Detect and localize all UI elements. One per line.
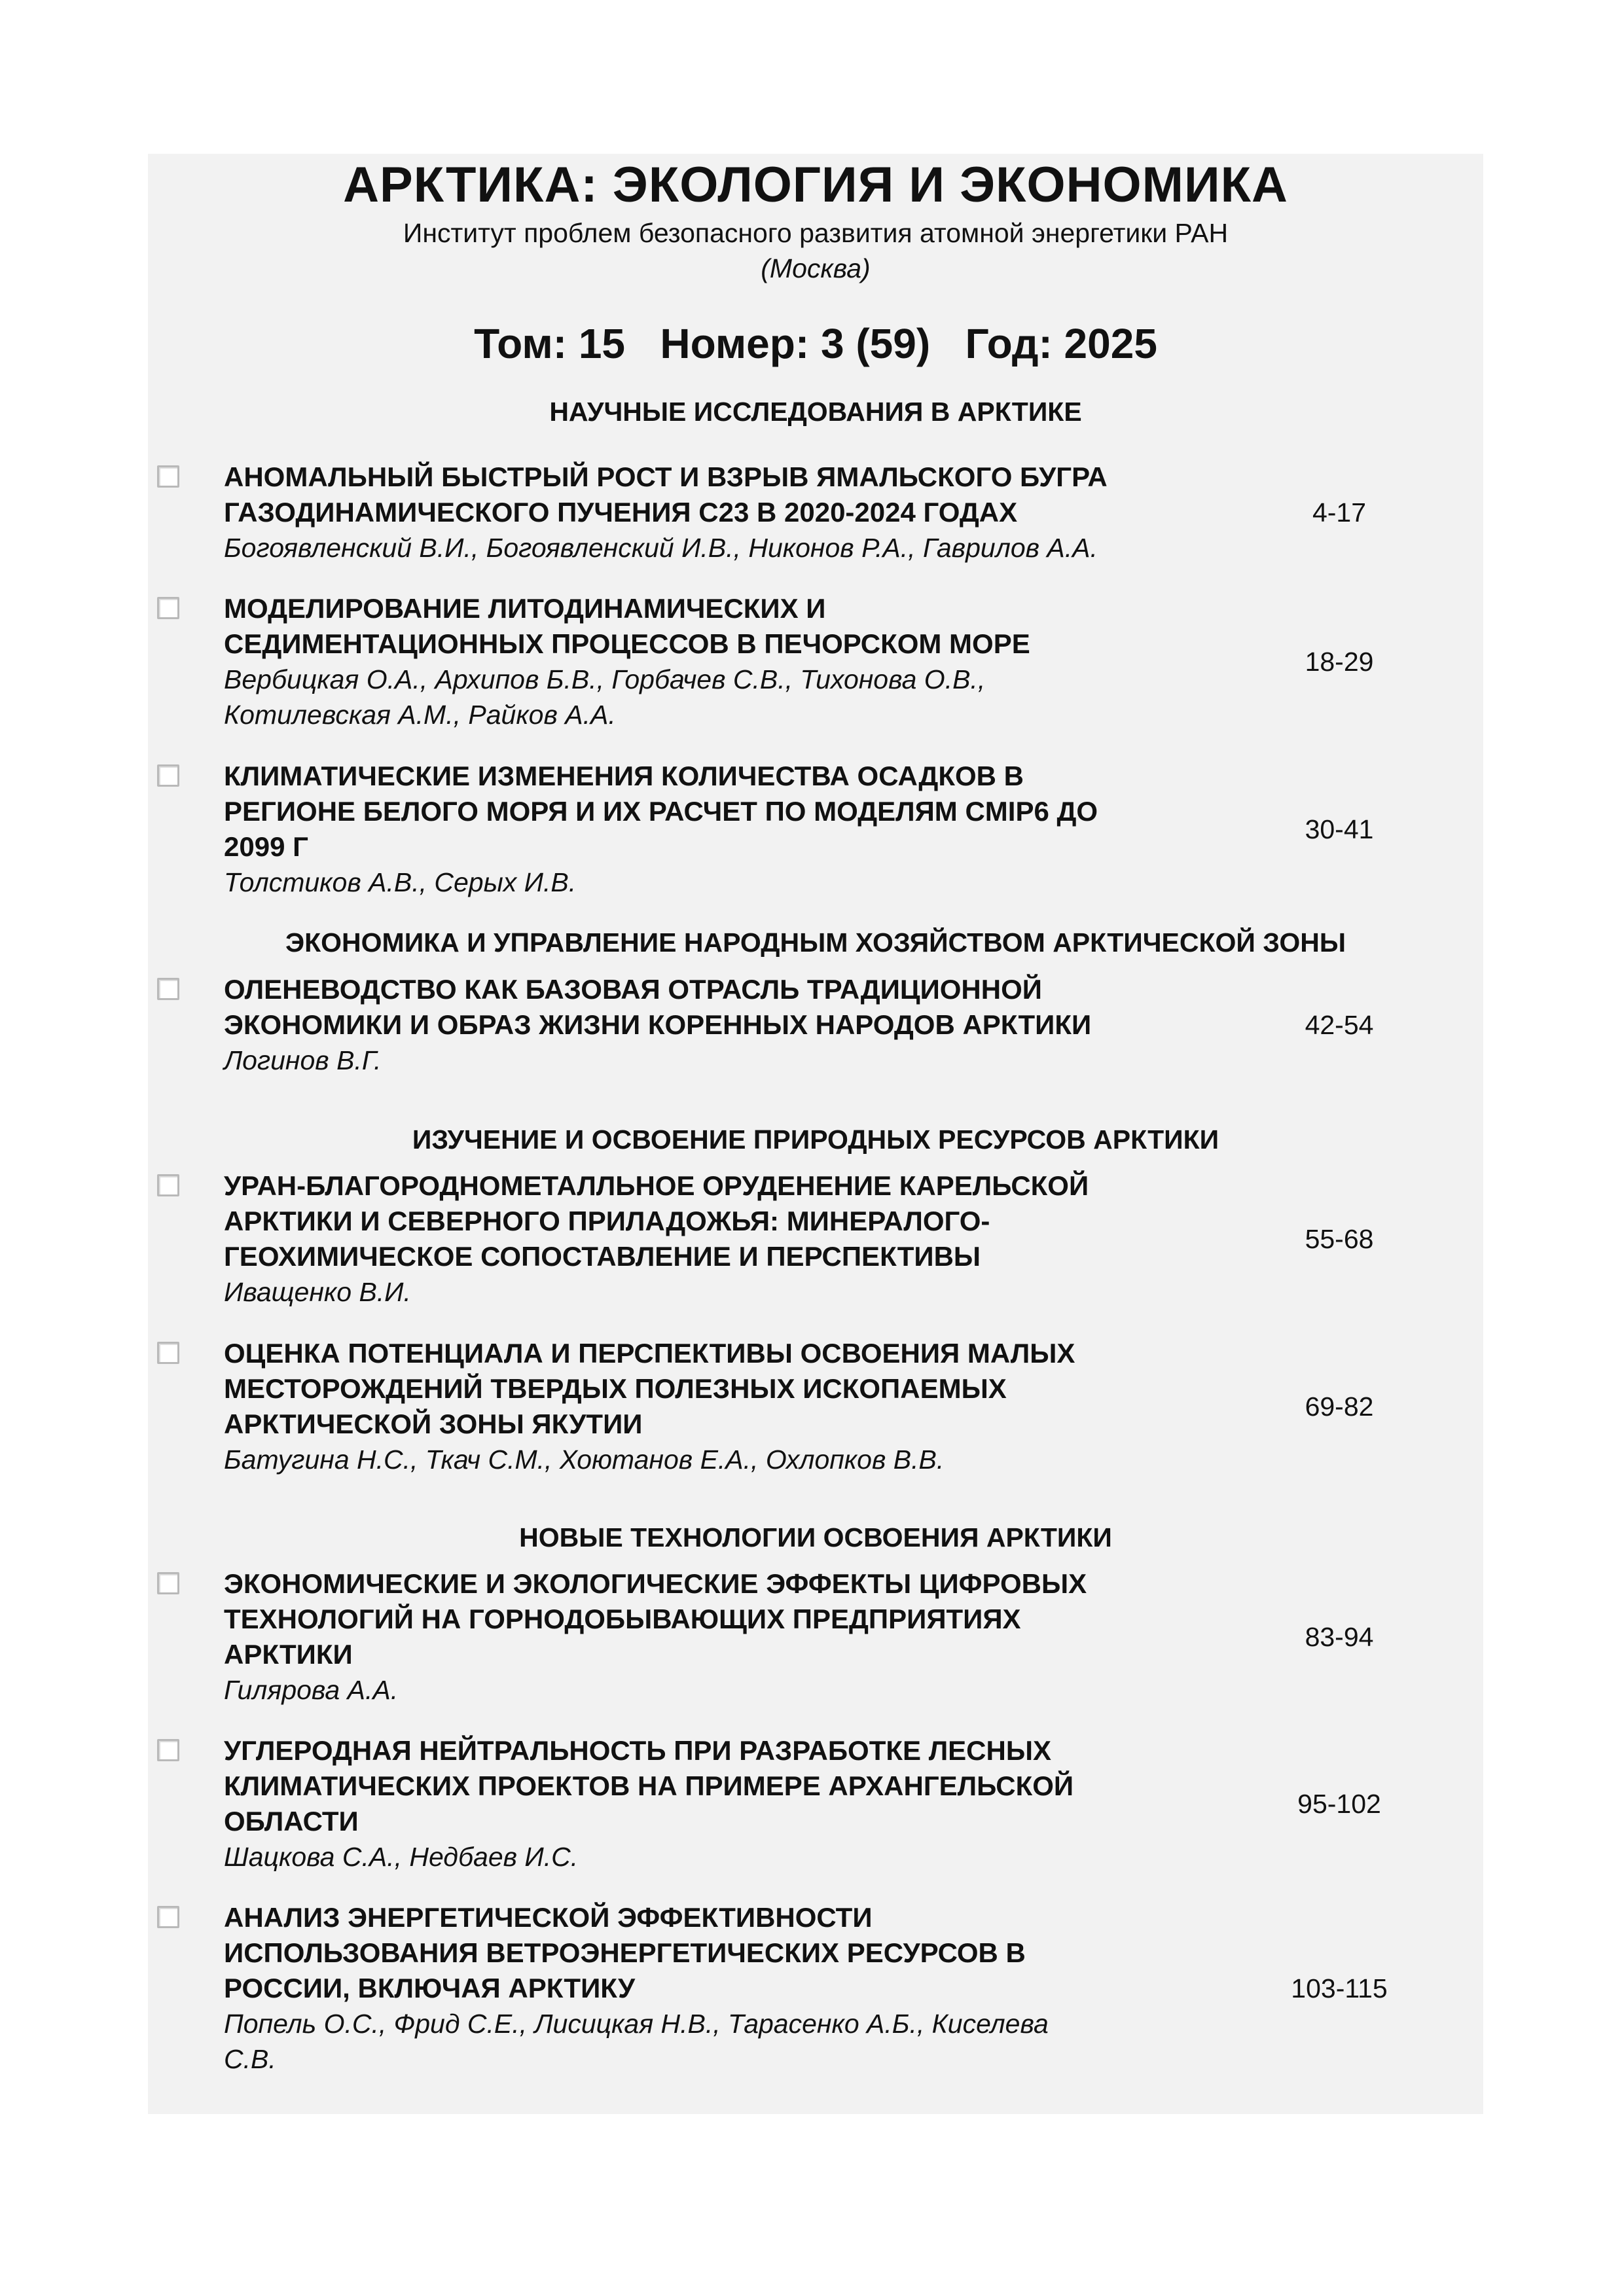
article-title[interactable]: МОДЕЛИРОВАНИЕ ЛИТОДИНАМИЧЕСКИХ И СЕДИМЕНТАЦИОННЫХ ПРОЦЕССОВ В ПЕЧОРСКОМ МОРЕ (224, 593, 1030, 659)
article-pages: 69-82 (1305, 1391, 1374, 1422)
article-checkbox[interactable] (157, 1906, 179, 1928)
article-checkbox[interactable] (157, 597, 179, 619)
article-pages: 55-68 (1305, 1224, 1374, 1254)
article-title[interactable]: АНАЛИЗ ЭНЕРГЕТИЧЕСКОЙ ЭФФЕКТИВНОСТИ ИСПОЛЬЗОВАНИЯ ВЕТРОЭНЕРГЕТИЧЕСКИХ РЕСУРСОВ В РОССИИ, ВКЛЮЧАЯ АРКТИКУ (224, 1902, 1026, 2003)
article-authors: Шацкова С.А., Недбаев И.С. (224, 1842, 579, 1872)
article-authors: Логинов В.Г. (224, 1045, 382, 1075)
article-text (224, 972, 1291, 1078)
article-checkbox[interactable] (157, 978, 179, 1000)
toc-sheet (148, 154, 1483, 2114)
section-heading: ИЗУЧЕНИЕ И ОСВОЕНИЕ ПРИРОДНЫХ РЕСУРСОВ АРКТИКИ (412, 1124, 1219, 1155)
section-heading: ЭКОНОМИКА И УПРАВЛЕНИЕ НАРОДНЫМ ХОЗЯЙСТВОМ АРКТИЧЕСКОЙ ЗОНЫ (285, 927, 1346, 958)
article-pages: 42-54 (1305, 1010, 1374, 1040)
article-checkbox[interactable] (157, 1572, 179, 1594)
article-title[interactable]: ЭКОНОМИЧЕСКИЕ И ЭКОЛОГИЧЕСКИЕ ЭФФЕКТЫ ЦИФРОВЫХ ТЕХНОЛОГИЙ НА ГОРНОДОБЫВАЮЩИХ ПРЕДПРИЯТИЯХ АРКТИКИ (224, 1568, 1087, 1670)
article-pages: 83-94 (1305, 1622, 1374, 1652)
article-title[interactable]: АНОМАЛЬНЫЙ БЫСТРЫЙ РОСТ И ВЗРЫВ ЯМАЛЬСКОГО БУГРА ГАЗОДИНАМИЧЕСКОГО ПУЧЕНИЯ С23 В 2020-2024 ГОДАХ (224, 461, 1108, 528)
article-authors: Вербицкая О.А., Архипов Б.В., Горбачев С.В., Тихонова О.В., Котилевская А.М., Райков А.А. (224, 664, 986, 730)
article-text (224, 591, 1291, 732)
article-title[interactable]: УГЛЕРОДНАЯ НЕЙТРАЛЬНОСТЬ ПРИ РАЗРАБОТКЕ ЛЕСНЫХ КЛИМАТИЧЕСКИХ ПРОЕКТОВ НА ПРИМЕРЕ АРХАНГЕЛЬСКОЙ ОБЛАСТИ (224, 1735, 1074, 1837)
article-pages: 95-102 (1297, 1789, 1381, 1819)
section-heading: НОВЫЕ ТЕХНОЛОГИИ ОСВОЕНИЯ АРКТИКИ (519, 1522, 1112, 1552)
article-title[interactable]: УРАН-БЛАГОРОДНОМЕТАЛЛЬНОЕ ОРУДЕНЕНИЕ КАРЕЛЬСКОЙ АРКТИКИ И СЕВЕРНОГО ПРИЛАДОЖЬЯ: МИНЕРАЛОГО- ГЕОХИМИЧЕСКОЕ СОПОСТАВЛЕНИЕ И ПЕРСПЕКТИВЫ (224, 1170, 1089, 1272)
article-text (224, 759, 1291, 900)
article-text (224, 1168, 1291, 1310)
article-pages: 103-115 (1291, 1973, 1388, 2003)
article-pages: 30-41 (1305, 814, 1374, 844)
article-text (224, 1336, 1291, 1477)
article-text (224, 1733, 1291, 1874)
article-text (224, 1566, 1291, 1708)
article-checkbox[interactable] (157, 1174, 179, 1196)
article-pages: 4-17 (1312, 497, 1367, 528)
article-checkbox[interactable] (157, 1342, 179, 1364)
article-checkbox[interactable] (157, 465, 179, 488)
article-authors: Гилярова А.А. (224, 1675, 399, 1705)
article-authors: Иващенко В.И. (224, 1277, 411, 1307)
article-title[interactable]: ОЛЕНЕВОДСТВО КАК БАЗОВАЯ ОТРАСЛЬ ТРАДИЦИОННОЙ ЭКОНОМИКИ И ОБРАЗ ЖИЗНИ КОРЕННЫХ НАРОДОВ АРКТИКИ (224, 974, 1092, 1040)
article-title[interactable]: ОЦЕНКА ПОТЕНЦИАЛА И ПЕРСПЕКТИВЫ ОСВОЕНИЯ МАЛЫХ МЕСТОРОЖДЕНИЙ ТВЕРДЫХ ПОЛЕЗНЫХ ИСКОПАЕМЫХ АРКТИЧЕСКОЙ ЗОНЫ ЯКУТИИ (224, 1338, 1075, 1439)
publisher-city: (Москва) (761, 253, 871, 283)
article-checkbox[interactable] (157, 1739, 179, 1761)
article-checkbox[interactable] (157, 764, 179, 787)
issue-info: Том: 15 Номер: 3 (59) Год: 2025 (474, 320, 1157, 367)
section-heading: НАУЧНЫЕ ИССЛЕДОВАНИЯ В АРКТИКЕ (549, 397, 1082, 427)
article-text (224, 1900, 1291, 2077)
article-authors: Батугина Н.С., Ткач С.М., Хоютанов Е.А., Охлопков В.В. (224, 1444, 945, 1475)
journal-title: АРКТИКА: ЭКОЛОГИЯ И ЭКОНОМИКА (343, 157, 1288, 213)
publisher-institute: Институт проблем безопасного развития атомной энергетики РАН (403, 218, 1229, 248)
article-authors: Богоявленский В.И., Богоявленский И.В., Никонов Р.А., Гаврилов А.А. (224, 533, 1098, 563)
article-authors: Попель О.С., Фрид С.Е., Лисицкая Н.В., Тарасенко А.Б., Киселева С.В. (224, 2009, 1049, 2074)
article-text (224, 459, 1291, 565)
article-authors: Толстиков А.В., Серых И.В. (224, 867, 577, 897)
article-title[interactable]: КЛИМАТИЧЕСКИЕ ИЗМЕНЕНИЯ КОЛИЧЕСТВА ОСАДКОВ В РЕГИОНЕ БЕЛОГО МОРЯ И ИХ РАСЧЕТ ПО МОДЕЛЯМ CMIP6 ДО 2099 Г (224, 761, 1098, 862)
article-pages: 18-29 (1305, 647, 1374, 677)
